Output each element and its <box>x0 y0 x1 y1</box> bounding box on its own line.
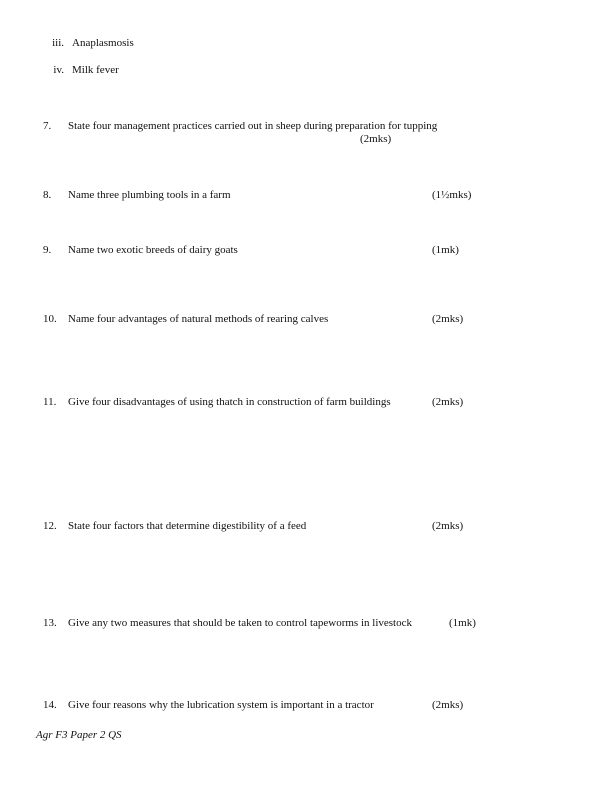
question-number: 11. <box>43 396 57 408</box>
question-marks: (2mks) <box>432 520 464 532</box>
question-text: State four factors that determine digestibility of a feed <box>68 520 307 532</box>
question-text: Name three plumbing tools in a farm <box>68 189 231 201</box>
question-number: 9. <box>43 244 52 256</box>
question-number: 14. <box>43 699 57 711</box>
subitem-text: Anaplasmosis <box>72 37 134 49</box>
question-number: 7. <box>43 120 52 132</box>
question-marks: (1mk) <box>432 244 459 256</box>
question-number: 10. <box>43 313 57 325</box>
question-marks: (2mks) <box>360 133 392 145</box>
question-number: 8. <box>43 189 52 201</box>
subitem-numeral: iii. <box>52 37 64 49</box>
question-text: Name four advantages of natural methods of rearing calves <box>68 313 329 325</box>
subitem-text: Milk fever <box>72 64 119 76</box>
question-marks: (2mks) <box>432 396 464 408</box>
question-7 <box>0 120 612 150</box>
question-marks: (1½mks) <box>432 189 472 201</box>
page-footer: Agr F3 Paper 2 QS <box>36 729 122 741</box>
question-text: Give any two measures that should be taken to control tapeworms in livestock <box>68 617 412 629</box>
question-marks: (2mks) <box>432 699 464 711</box>
question-text: Give four reasons why the lubrication system is important in a tractor <box>68 699 374 711</box>
question-text: State four management practices carried out in sheep during preparation for tupping <box>68 120 438 132</box>
question-marks: (2mks) <box>432 313 464 325</box>
question-number: 12. <box>43 520 57 532</box>
question-marks: (1mk) <box>449 617 476 629</box>
question-text: Name two exotic breeds of dairy goats <box>68 244 238 256</box>
question-number: 13. <box>43 617 57 629</box>
question-text: Give four disadvantages of using thatch in construction of farm buildings <box>68 396 391 408</box>
subitem-numeral: iv. <box>53 64 64 76</box>
